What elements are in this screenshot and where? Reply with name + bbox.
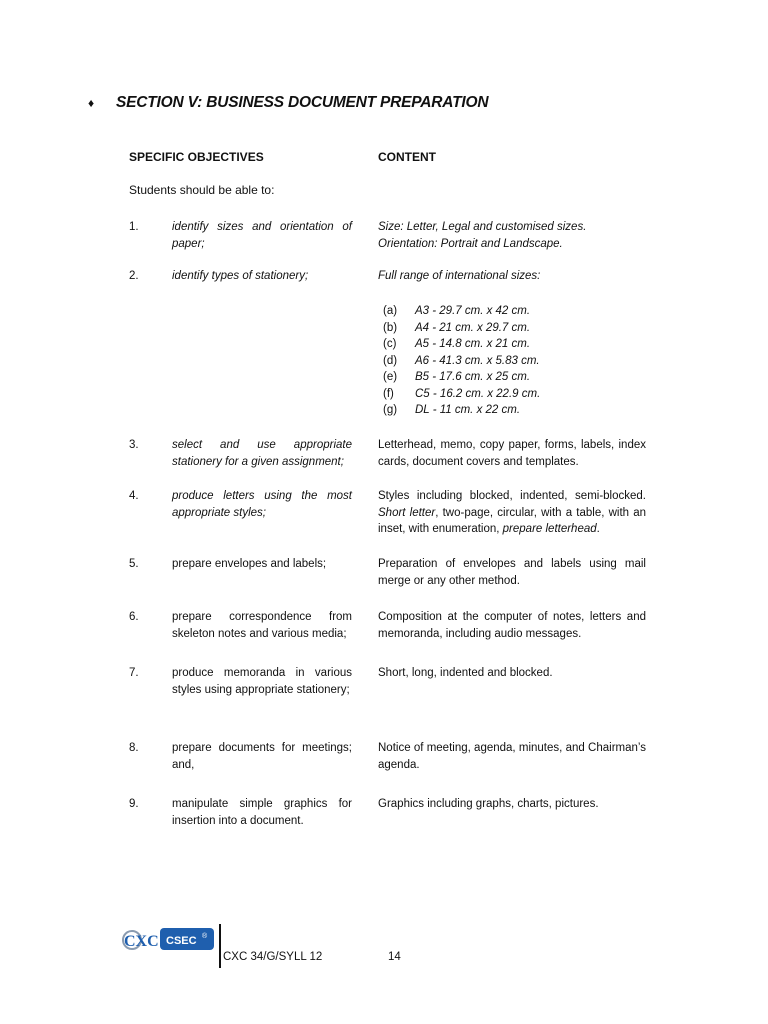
objective-number: 3. bbox=[129, 439, 139, 451]
objective-text: produce memoranda in various styles using appropriate stationery; bbox=[172, 667, 352, 696]
objective-text: prepare documents for meetings; and, bbox=[172, 742, 352, 771]
content-text: Full range of international sizes: bbox=[378, 270, 541, 282]
content-part: , two-page, circular, with a table, with an inset, with enumeration, bbox=[378, 506, 647, 535]
size-value: DL - 11 cm. x 22 cm. bbox=[415, 404, 521, 416]
content-line: Size: Letter, Legal and customised sizes. bbox=[378, 221, 587, 233]
objectives-column-header: SPECIFIC OBJECTIVES bbox=[129, 150, 264, 164]
objective-number: 9. bbox=[129, 798, 139, 810]
objective-text: identify types of stationery; bbox=[172, 270, 309, 282]
size-label: (b) bbox=[383, 321, 398, 334]
size-label: (c) bbox=[383, 338, 397, 350]
logo-mark-text: CXC bbox=[124, 933, 159, 950]
cxc-csec-logo bbox=[120, 924, 216, 960]
intro-text: Students should be able to: bbox=[129, 183, 275, 197]
size-label: (g) bbox=[383, 404, 398, 416]
content-column-header: CONTENT bbox=[378, 150, 436, 164]
size-value: A4 - 21 cm. x 29.7 cm. bbox=[415, 321, 531, 334]
size-value: A5 - 14.8 cm. x 21 cm. bbox=[415, 338, 531, 350]
logo-registered-mark: ® bbox=[202, 933, 208, 940]
section-heading bbox=[88, 94, 488, 112]
logo-badge-text: CSEC bbox=[166, 935, 197, 947]
paper-size-item bbox=[383, 336, 540, 353]
objective-number: 2. bbox=[129, 270, 139, 282]
content-text bbox=[378, 219, 646, 252]
paper-sizes-list bbox=[383, 303, 540, 419]
section-title: SECTION V: BUSINESS DOCUMENT PREPARATION bbox=[116, 94, 489, 111]
objective-text: select and use appropriate stationery for a given assignment; bbox=[172, 439, 352, 468]
size-value: C5 - 16.2 cm. x 22.9 cm. bbox=[415, 387, 541, 400]
objective-text: prepare correspondence from skeleton notes and various media; bbox=[172, 611, 352, 640]
size-label: (f) bbox=[383, 387, 394, 400]
content-line: Orientation: Portrait and Landscape. bbox=[378, 237, 563, 250]
content-text: Letterhead, memo, copy paper, forms, labels, index cards, document covers and templates. bbox=[378, 439, 646, 468]
objective-number: 5. bbox=[129, 558, 139, 570]
objective-number: 7. bbox=[129, 667, 139, 679]
content-text bbox=[378, 488, 646, 538]
page-number: 14 bbox=[388, 951, 401, 963]
paper-size-item bbox=[383, 303, 540, 320]
content-text: Graphics including graphs, charts, pictures. bbox=[378, 798, 599, 810]
paper-size-item bbox=[383, 402, 540, 419]
objective-number: 1. bbox=[129, 221, 139, 233]
objective-number: 6. bbox=[129, 611, 139, 623]
objective-number: 4. bbox=[129, 490, 139, 502]
content-part-italic: prepare letterhead bbox=[502, 523, 597, 535]
content-text: Short, long, indented and blocked. bbox=[378, 667, 553, 679]
content-text: Notice of meeting, agenda, minutes, and Chairman’s agenda. bbox=[378, 742, 646, 771]
paper-size-item bbox=[383, 353, 540, 370]
content-text: Composition at the computer of notes, letters and memoranda, including audio messages. bbox=[378, 611, 646, 640]
size-value: B5 - 17.6 cm. x 25 cm. bbox=[415, 371, 531, 383]
objective-number: 8. bbox=[129, 742, 139, 754]
objective-text: prepare envelopes and labels; bbox=[172, 558, 327, 570]
diamond-bullet-icon: ♦ bbox=[88, 96, 94, 110]
size-label: (e) bbox=[383, 371, 398, 383]
size-label: (a) bbox=[383, 305, 398, 317]
objective-text: identify sizes and orientation of paper; bbox=[172, 221, 352, 250]
objective-text: produce letters using the most appropriate styles; bbox=[172, 490, 352, 519]
content-part: . bbox=[596, 523, 600, 535]
size-value: A6 - 41.3 cm. x 5.83 cm. bbox=[415, 354, 540, 367]
objective-text: manipulate simple graphics for insertion into a document. bbox=[172, 798, 352, 827]
paper-size-item bbox=[383, 369, 540, 386]
content-part-italic: Short letter bbox=[378, 506, 436, 519]
content-text: Preparation of envelopes and labels using mail merge or any other method. bbox=[378, 558, 646, 587]
content-part: Styles including blocked, indented, semi-blocked. bbox=[378, 490, 646, 502]
footer-divider bbox=[219, 924, 221, 968]
syllabus-code: CXC 34/G/SYLL 12 bbox=[223, 951, 323, 963]
paper-size-item bbox=[383, 386, 540, 403]
size-value: A3 - 29.7 cm. x 42 cm. bbox=[415, 305, 531, 317]
size-label: (d) bbox=[383, 354, 398, 367]
paper-size-item bbox=[383, 320, 540, 337]
